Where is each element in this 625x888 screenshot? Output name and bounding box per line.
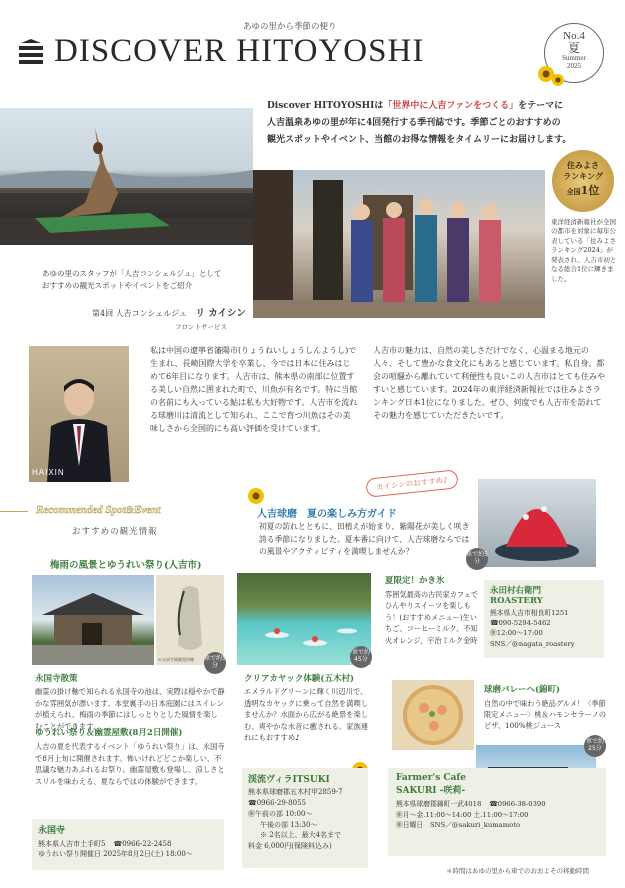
pizza-box-title1: Farmer's Cafe — [396, 773, 467, 783]
ranking-l4: 1位 — [580, 184, 600, 197]
kayak-desc: エメラルドグリーンに輝く川辺川で、透明なカヤックに乗って自然を満喫しませんか？水面から広がる絶景を楽しむ、爽やかな水音に癒される。家族連れにもおすすめ♪ — [244, 687, 369, 743]
intro-lead: Discover HITOYOSHIは — [267, 101, 384, 111]
pizza-title: 球磨バレーへ(錦町) — [484, 685, 561, 695]
pizza-box-title2: SAKURI -咲莉- — [396, 786, 466, 796]
kakigori-box-tel: ☎090-5294-5462 — [490, 619, 551, 628]
kayak-title: クリアカヤック体験(五木村) — [244, 674, 354, 684]
ranking-l3: 全国 — [566, 187, 581, 196]
issue-sub: Summer — [562, 54, 586, 62]
issue-year: 2025 — [567, 62, 581, 70]
issue-season: 夏 — [567, 41, 580, 55]
eikoku-desc2: 人吉の夏を代表するイベント「ゆうれい祭り」は、永国寺で8月上旬に開催されます。怖いけれどどこか楽しい、不思議な魅力あふれるお祭り。幽霊屋敷も登場し、涼しさとスリルを味わえる、夏ならではの体験ができます。 — [35, 742, 225, 786]
kayak-box-tel: ☎0966-29-8055 — [248, 798, 306, 807]
pizza-box-sns: ㊡日曜日 SNS／@sakuri_kumamoto — [396, 821, 521, 830]
pizza-desc: 自然の中で味わう絶品グルメ！〈季節限定メニュー〉桃＆ハモンセラーノのピザ、100%桃ジュース — [484, 699, 607, 731]
yoga-photo — [0, 108, 253, 245]
concierge-text2: おすすめの観光スポットやイベントをご紹介 — [42, 280, 193, 290]
guide-title: 人吉球磨 夏の楽しみ方ガイド — [257, 509, 397, 520]
logo-icon — [16, 37, 46, 67]
kaisin-label: カイシンのおすすめ♪ — [365, 469, 458, 498]
bio-col2: 人吉市の魅力は、自然の美しさだけでなく、心温まる地元の人々、そして豊かな食文化にもあると感じています。私自身、都会の喧騒から離れていて利便性も良いこの人吉市はとても住みやすいと感じています。2024年の東洋経済新報社では住みよさランキング日本1位になりました。ぜひ、何度でも人吉市を訪れてその魅力を感じていただきたいです。 — [373, 346, 605, 420]
ranking-l1: 住みよさ — [567, 160, 599, 170]
concierge-name: リ カイシン — [195, 308, 246, 319]
concierge-text1: あゆの里のスタッフが「人吉コンシェルジュ」として — [42, 269, 222, 278]
pizza-info-box — [388, 768, 606, 856]
kakigori-title: 夏限定！かき氷 — [385, 576, 445, 586]
sunflower-icon — [552, 74, 564, 86]
kayak-box-note: ※ 2名以上、最大4名まで — [260, 831, 342, 840]
intro-highlight: 「世界中に人吉ファンをつくる」 — [383, 101, 519, 111]
intro-lead-end: をテーマに — [518, 101, 564, 111]
guide-text: 初夏の訪れとともに、田植えが始まり、紫陽花が美しく咲き誇る季節になりました。夏本番に向けて、人吉球磨ならではの風景やアクティビティを満喫しませんか？ — [259, 522, 470, 557]
kayak-info-box — [242, 768, 368, 868]
kakigori-box-addr: 熊本県人吉市相良町1251 — [490, 609, 569, 617]
eikoku-box-addr: 熊本県人吉市土手町5 — [38, 840, 106, 848]
kayak-box-addr: 熊本県球磨郡五木村甲2859-7 — [248, 788, 343, 796]
time-badge-kayak: 車で約45分 — [350, 646, 372, 668]
ranking-l2: ランキング — [563, 171, 603, 181]
kayak-box-fee: 料金 6,000円(保険料込み) — [248, 842, 332, 851]
concierge-intro — [42, 268, 221, 291]
eikoku-info-box — [32, 819, 224, 870]
intro-line2: 人吉温泉あゆの里が年に4回発行する季刊誌です。季節ごとのおすすめの — [267, 118, 561, 129]
intro-text — [267, 98, 617, 149]
time-badge-eikoku: 車で約5分 — [204, 652, 226, 674]
eikoku-title2: ゆうれい祭り＆幽霊屋敷(8月2日開催) — [35, 728, 183, 738]
pizza-box-hours: ㊡月～金.11:00～14:00 土.11:00～17:00 — [396, 810, 529, 819]
kakigori-box-title1: 永田村右衛門 — [490, 586, 542, 596]
kakigori-photo — [478, 479, 596, 567]
pizza-photo — [392, 680, 474, 750]
ghost-scroll-caption: ©永国寺蔵幽霊掛軸 — [158, 657, 194, 662]
concierge-photo-text: HAIXIN — [32, 468, 65, 477]
time-badge-kakigori: 車で約5分 — [466, 548, 488, 570]
kakigori-info-box — [484, 580, 604, 658]
time-badge-pizza: 車で約25分 — [584, 735, 606, 757]
ranking-medal — [552, 150, 614, 212]
recommended-title-en: Recommended Spot&Event — [36, 504, 161, 516]
concierge-role: 第4回 人吉コンシェルジュ — [92, 309, 187, 318]
kayak-box-title: 渓流ヴィラITSUKI — [248, 775, 330, 785]
kakigori-box-hours: ㊡12:00～17:00 — [490, 629, 543, 638]
eikoku-box-date: ゆうれい祭り開催日 2025年8月2日(土) 18:00～ — [38, 850, 193, 858]
recommended-title-ja: おすすめの観光情報 — [72, 527, 158, 537]
kayak-box-h1: ㊡午前の部 10:00～ — [248, 809, 313, 818]
yukata-photo — [253, 170, 545, 318]
concierge-signature — [92, 305, 246, 319]
kakigori-box-title2: ROASTERY — [490, 596, 543, 606]
ranking-note: 東洋経済新報社が全国の都市を対象に毎年公表している「住みよさランキング2024」が発表され、人吉市初となる総合1位に輝きました。 — [551, 218, 617, 283]
temple-photo — [32, 575, 154, 665]
page-title: DISCOVER HITOYOSHI — [54, 33, 425, 69]
issue-no: No.4 — [563, 30, 585, 42]
eikoku-box-title: 永国寺 — [38, 826, 66, 836]
eikoku-heading: 梅雨の風景とゆうれい祭り(人吉市) — [50, 560, 202, 571]
intro-line3: 観光スポットやイベント、当館のお得な情報をタイムリーにお届けします。 — [267, 135, 572, 146]
eikoku-box-tel: ☎0966-22-2458 — [113, 840, 172, 848]
eikoku-title1: 永国寺散策 — [35, 674, 78, 684]
concierge-photo — [29, 346, 129, 482]
sunflower-icon — [248, 488, 264, 504]
kakigori-desc: 雰囲気最高の古民家カフェでひんやりスイーツを楽しもう！(おすすめメニュー)生いちご、コーヒーミルク、不知火オレンジ、宇治ミルク金時 — [385, 590, 479, 645]
pizza-box-tel: ☎0966-38-0390 — [489, 800, 546, 808]
kayak-box-h2: 午後の部 13:30～ — [260, 820, 318, 829]
tagline: あゆの里から季節の便り — [243, 22, 337, 32]
concierge-dept: フロントサービス — [175, 323, 227, 331]
eikoku-desc1: 幽霊の掛け軸で知られる永国寺の池は、実際は穏やかで静かな雰囲気が漂います。本堂裏手の日本庭園にはスイレンが植えられ、梅雨の季節にはしっとりとした風情を楽しむことができます。 — [35, 687, 225, 731]
bio-col1: 私は中国の遼寧省瀋陽市(りょうねいしょうしんようし)で生まれ、長崎国際大学を卒業し、今では日本に住みはじめて6年目になります。人吉市は、熊本県の南部に位置する美しい自然に囲まれた町で、川魚が有名です。特に当館の名前にも入っている鮎は私も大好物です。人吉市を流れる球磨川は清流として知られ、ここで育つ川魚はその美味しさから全国的にも高い評価を受けています。 — [150, 346, 358, 433]
pizza-box-addr: 熊本県球磨郡錦町一武4018 — [396, 800, 482, 808]
kakigori-box-sns: SNS／@nagata_roastery — [490, 639, 575, 648]
footer-note: ＊時間はあゆの里から車でのおおよその移動時間 — [446, 867, 589, 875]
divider — [0, 511, 28, 512]
